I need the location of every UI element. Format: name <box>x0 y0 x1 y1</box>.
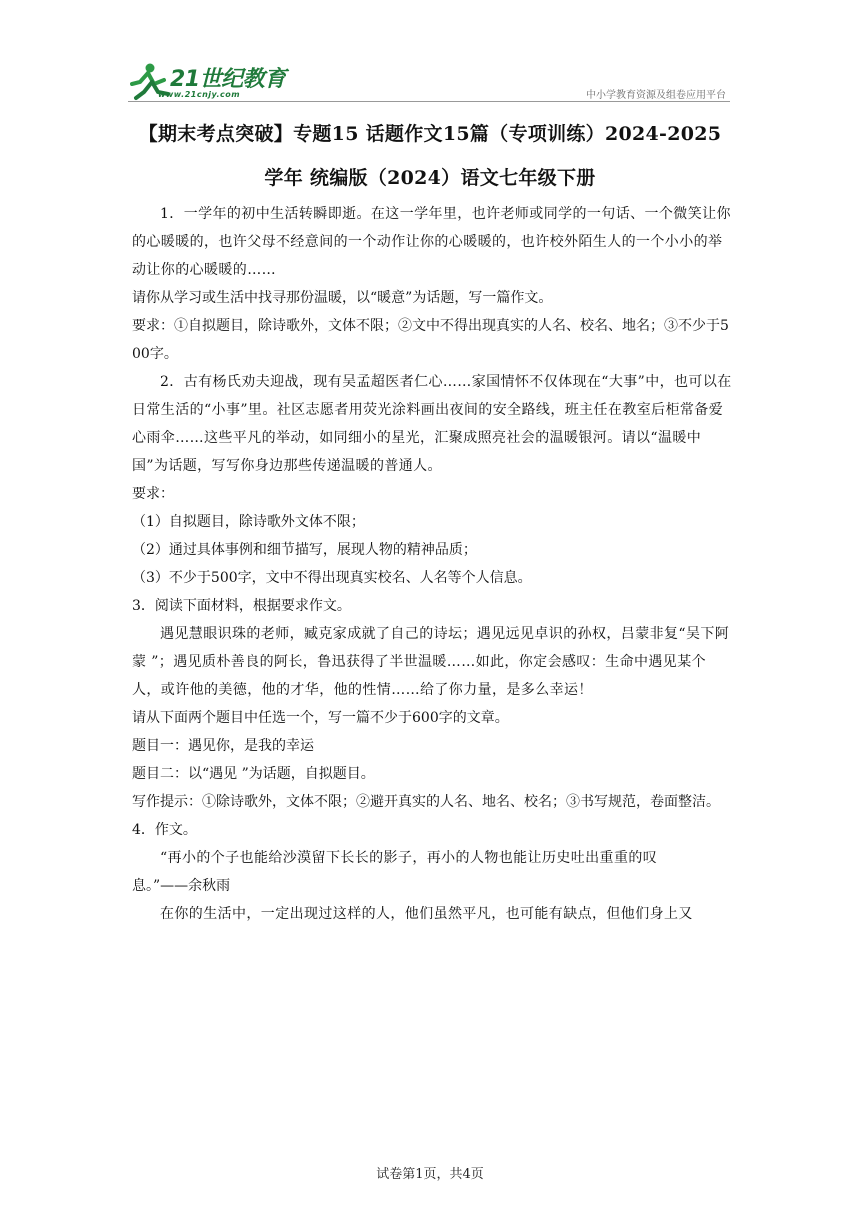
question-2-requirements-label: 要求： <box>132 486 174 502</box>
title-line-2: 学年 统编版（2024）语文七年级下册 <box>264 167 596 189</box>
question-3-task: 请从下面两个题目中任选一个，写一篇不少于600字的文章。 <box>132 710 509 726</box>
question-3 <box>132 592 732 816</box>
logo-url: www.21cnjy.com <box>158 90 241 99</box>
question-2-requirement-3: （3）不少于500字，文中不得出现真实校名、人名等个人信息。 <box>132 570 532 586</box>
question-1-requirements: 要求：①自拟题目，除诗歌外，文体不限；②文中不得出现真实的人名、校名、地名；③不少于500字。 <box>132 318 729 362</box>
question-3-topic-1: 题目一：遇见你，是我的幸运 <box>132 738 314 754</box>
platform-slogan: 中小学教育资源及组卷应用平台 <box>586 90 726 101</box>
question-1 <box>132 200 732 368</box>
question-4-quote-line-1: “再小的个子也能给沙漠留下长长的影子，再小的人物也能让历史吐出重重的叹 <box>160 850 658 866</box>
question-4-quote-line-2: 息。”——余秋雨 <box>132 878 231 894</box>
question-2 <box>132 368 732 592</box>
question-2-requirement-2: （2）通过具体事例和细节描写，展现人物的精神品质； <box>132 542 477 558</box>
question-2-requirement-1: （1）自拟题目，除诗歌外文体不限； <box>132 514 365 530</box>
question-3-heading: 3．阅读下面材料，根据要求作文。 <box>132 598 351 614</box>
header-divider <box>128 101 730 102</box>
question-1-prompt: 1．一学年的初中生活转瞬即逝。在这一学年里，也许老师或同学的一句话、一个微笑让你的心暖暖的，也许父母不经意间的一个动作让你的心暖暖的，也许校外陌生人的一个小小的举动让你的心暖暖的…… <box>132 206 731 278</box>
document-title <box>120 112 740 200</box>
logo-text: 21世纪教育 <box>170 67 286 92</box>
question-3-tips: 写作提示：①除诗歌外，文体不限；②避开真实的人名、地名、校名；③书写规范，卷面整洁。 <box>132 794 720 810</box>
page-header <box>128 60 730 104</box>
question-2-prompt: 2．古有杨氏劝夫迎战，现有吴孟超医者仁心……家国情怀不仅体现在“大事”中，也可以在日常生活的“小事”里。社区志愿者用荧光涂料画出夜间的安全路线，班主任在教室后柜常备爱心雨伞……这些平凡的举动，如同细小的星光，汇聚成照亮社会的温暖银河。请以“温暖中国”为话题，写写你身边那些传递温暖的普通人。 <box>132 374 732 474</box>
page-footer: 试卷第1页，共4页 <box>376 1167 484 1182</box>
question-4-heading: 4．作文。 <box>132 822 197 838</box>
question-1-task: 请你从学习或生活中找寻那份温暖，以“暖意”为话题，写一篇作文。 <box>132 290 553 306</box>
question-3-material: 遇见慧眼识珠的老师，臧克家成就了自己的诗坛；遇见远见卓识的孙权，吕蒙非复“吴下阿蒙 ”；遇见质朴善良的阿长，鲁迅获得了半世温暖……如此，你定会感叹：生命中遇见某个人，或许他的美德，他的才华，他的性情……给了你力量，是多么幸运！ <box>132 626 730 698</box>
logo <box>128 60 288 104</box>
question-3-topic-2: 题目二：以“遇见 ”为话题，自拟题目。 <box>132 766 375 782</box>
title-line-1: 【期末考点突破】专题15 话题作文15篇（专项训练）2024-2025 <box>138 123 722 145</box>
question-4 <box>132 816 732 928</box>
document-body <box>132 200 732 928</box>
question-4-prompt: 在你的生活中，一定出现过这样的人，他们虽然平凡，也可能有缺点，但他们身上又 <box>160 906 693 922</box>
